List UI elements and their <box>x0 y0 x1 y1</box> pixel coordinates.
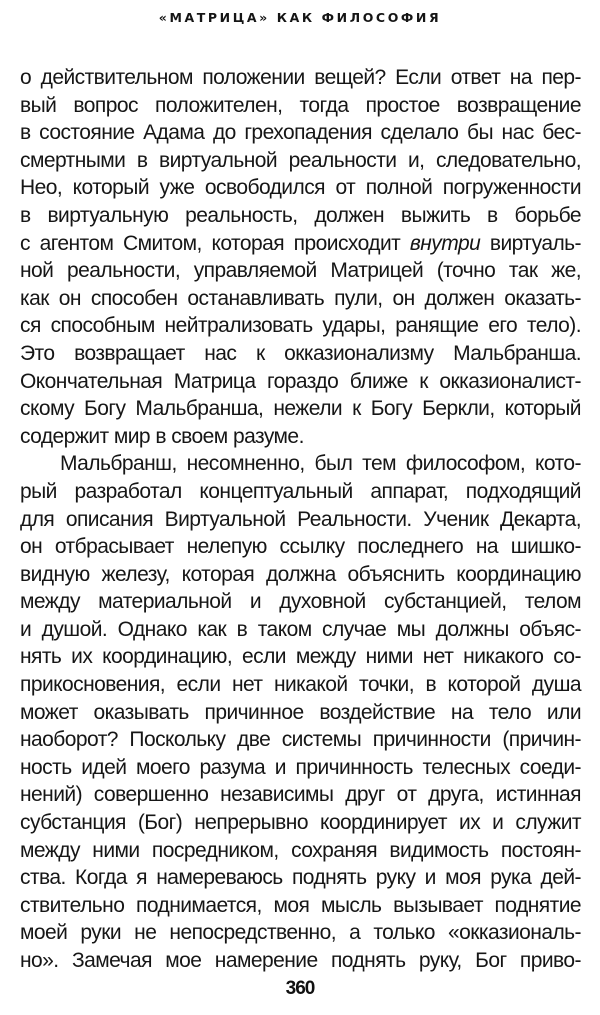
text-line: видную железу, которая должна объяснить координацию <box>20 562 581 586</box>
text-line: может оказывать причинное воздействие на тело или <box>20 700 581 724</box>
text-line: Окончательная Матрица гораздо ближе к окказионалист- <box>20 369 581 393</box>
paragraph-end-line: содержит мир в своем разуме. <box>20 424 304 448</box>
text-segment: с агентом Смитом, которая происходит <box>20 231 410 255</box>
running-head: «МАТРИЦА» КАК ФИЛОСОФИЯ <box>158 10 442 25</box>
text-segment: виртуаль- <box>480 231 581 255</box>
text-line: для описания Виртуальной Реальности. Ученик Декарта, <box>20 507 581 531</box>
text-line: субстанция (Бог) непрерывно координирует их и служит <box>20 811 581 835</box>
text-line: ность идей моего разума и причинность телесных соеди- <box>20 755 581 779</box>
text-line: как он способен останавливать пули, он должен оказать- <box>20 286 581 310</box>
text-line: он отбрасывает нелепую ссылку последнего на шишко- <box>20 535 581 559</box>
text-line: ства. Когда я намереваюсь поднять руку и моя рука дей- <box>20 866 581 890</box>
text-line-with-emphasis <box>20 230 581 258</box>
text-line: ствительно поднимается, моя мысль вызывает поднятие <box>20 893 581 917</box>
text-line: в виртуальную реальность, должен выжить в борьбе <box>20 203 581 227</box>
page-number: 360 <box>285 978 315 999</box>
text-line: между материальной и духовной субстанцией, телом <box>20 590 581 614</box>
text-line: ся способным нейтрализовать удары, ранящие его тело). <box>20 314 581 338</box>
text-line: моей руки не непосредственно, а только «окказиональ- <box>20 921 581 945</box>
text-line: скому Богу Мальбранша, нежели к Богу Беркли, который <box>20 397 581 421</box>
text-line: нений) совершенно независимы друг от друга, истинная <box>20 783 581 807</box>
text-line: между ними посредником, сохраняя видимость постоян- <box>20 838 581 862</box>
emphasis-word: внутри <box>409 231 481 255</box>
text-line: Это возвращает нас к окказионализму Мальбранша. <box>20 341 581 365</box>
text-line: рый разработал концептуальный аппарат, подходящий <box>20 479 581 503</box>
paragraph-start-line: Мальбранш, несомненно, был тем философом, кото- <box>60 452 581 476</box>
text-line: о действительном положении вещей? Если ответ на пер- <box>20 66 581 89</box>
text-line: прикосновения, если нет никакой точки, в которой душа <box>20 673 581 697</box>
text-line: в состояние Адама до грехопадения сделало бы нас бес- <box>20 121 581 145</box>
body-text <box>20 64 581 975</box>
text-line: нять их координацию, если между ними нет никакого со- <box>20 645 581 669</box>
text-line: ной реальности, управляемой Матрицей (точно так же, <box>20 259 581 283</box>
text-line: Нео, который уже освободился от полной погруженности <box>20 176 581 200</box>
text-line: наоборот? Поскольку две системы причинности (причин- <box>20 728 581 752</box>
text-line: вый вопрос положителен, тогда простое возвращение <box>20 93 581 117</box>
text-line: и душой. Однако как в таком случае мы должны объяс- <box>20 617 581 641</box>
text-line: смертными в виртуальной реальности и, следовательно, <box>20 148 581 172</box>
text-line: но». Замечая мое намерение поднять руку, Бог приво- <box>20 949 581 972</box>
